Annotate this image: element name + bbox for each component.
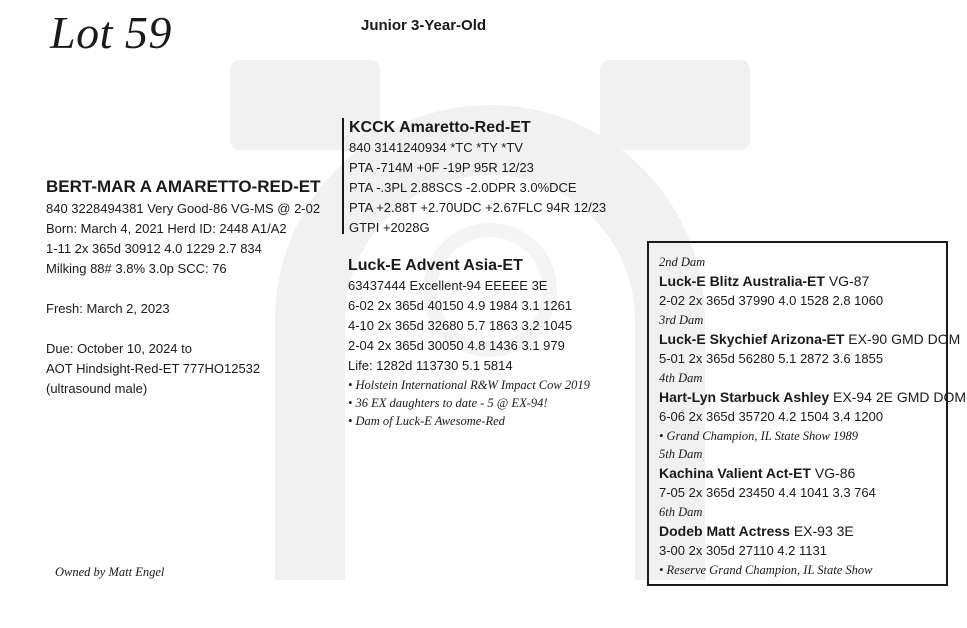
generation-label: 6th Dam <box>659 505 703 519</box>
animal-name: BERT-MAR A AMARETTO-RED-ET <box>46 177 321 196</box>
ancestor-name <box>659 387 967 407</box>
ancestor-classification: EX-93 3E <box>789 523 854 539</box>
dam-line: 6-02 2x 365d 40150 4.9 1984 3.1 1261 <box>348 298 573 313</box>
pedigree-entry <box>659 253 936 311</box>
ancestor-name <box>659 521 936 541</box>
dam-note: • 36 EX daughters to date - 5 @ EX-94! <box>348 396 548 410</box>
animal-record: 1-11 2x 365d 30912 4.0 1229 2.7 834 <box>46 241 262 256</box>
ancestor-name-text: Dodeb Matt Actress <box>659 523 790 539</box>
sire-line: 840 3141240934 *TC *TY *TV <box>349 140 523 155</box>
pedigree-entry <box>659 369 967 445</box>
ancestor-record: 2-02 2x 365d 37990 4.0 1528 2.8 1060 <box>659 293 884 308</box>
dam-line: 2-04 2x 365d 30050 4.8 1436 3.1 979 <box>348 338 565 353</box>
sire-line: PTA +2.88T +2.70UDC +2.67FLC 94R 12/23 <box>349 200 607 215</box>
sire-name: KCCK Amaretto-Red-ET <box>349 119 531 136</box>
ancestor-name-text: Hart-Lyn Starbuck Ashley <box>659 389 830 405</box>
dam-line: 63437444 Excellent-94 EEEEE 3E <box>348 278 548 293</box>
ancestor-name-text: Luck-E Skychief Arizona-ET <box>659 331 845 347</box>
ancestor-name <box>659 463 936 483</box>
dam-info <box>348 256 590 430</box>
animal-due-sire: AOT Hindsight-Red-ET 777HO12532 <box>46 361 261 376</box>
sire-line: GTPI +2028G <box>349 220 430 235</box>
ancestor-name <box>659 329 961 349</box>
animal-registration: 840 3228494381 Very Good-86 VG-MS @ 2-02 <box>46 201 321 216</box>
ancestor-name-text: Kachina Valient Act-ET <box>659 465 811 481</box>
pedigree-entry <box>659 311 961 369</box>
generation-label: 5th Dam <box>659 447 703 461</box>
dam-note: • Holstein International R&W Impact Cow 2019 <box>348 378 590 392</box>
dam-name: Luck-E Advent Asia-ET <box>348 257 523 274</box>
ancestor-record: 3-00 2x 305d 27110 4.2 1131 <box>659 543 827 558</box>
ancestor-record: 7-05 2x 365d 23450 4.4 1041 3.3 764 <box>659 485 876 500</box>
owner-note: Owned by Matt Engel <box>55 565 165 579</box>
generation-label: 3rd Dam <box>659 313 704 327</box>
sire-line: PTA -.3PL 2.88SCS -2.0DPR 3.0%DCE <box>349 180 577 195</box>
ancestor-classification: VG-87 <box>824 273 870 289</box>
ancestor-classification: EX-94 2E GMD DOM <box>829 389 967 405</box>
pedigree-box <box>647 241 967 586</box>
pedigree-entry <box>659 503 936 579</box>
sire-divider <box>342 118 344 234</box>
lot-number: Lot 59 <box>50 7 172 58</box>
ancestor-note: • Grand Champion, IL State Show 1989 <box>659 429 858 443</box>
ancestor-note: • Reserve Grand Champion, IL State Show <box>659 563 873 577</box>
generation-label: 4th Dam <box>659 371 703 385</box>
sire-info <box>349 118 606 238</box>
ancestor-name <box>659 271 936 291</box>
ancestor-classification: VG-86 <box>810 465 856 481</box>
pedigree-entry <box>659 445 936 503</box>
ancestor-classification: EX-90 GMD DOM <box>844 331 961 347</box>
generation-label: 2nd Dam <box>659 255 706 269</box>
animal-due-note: (ultrasound male) <box>46 381 148 396</box>
animal-birth: Born: March 4, 2021 Herd ID: 2448 A1/A2 <box>46 221 287 236</box>
animal-due: Due: October 10, 2024 to <box>46 341 192 356</box>
animal-fresh: Fresh: March 2, 2023 <box>46 301 170 316</box>
animal-milking: Milking 88# 3.8% 3.0p SCC: 76 <box>46 261 227 276</box>
class-label: Junior 3-Year-Old <box>361 17 487 34</box>
dam-note: • Dam of Luck-E Awesome-Red <box>348 414 505 428</box>
dam-line: Life: 1282d 113730 5.1 5814 <box>348 358 513 373</box>
animal-info <box>46 175 321 399</box>
ancestor-record: 6-06 2x 365d 35720 4.2 1504 3.4 1200 <box>659 409 884 424</box>
dam-line: 4-10 2x 365d 32680 5.7 1863 3.2 1045 <box>348 318 573 333</box>
sire-line: PTA -714M +0F -19P 95R 12/23 <box>349 160 534 175</box>
ancestor-record: 5-01 2x 365d 56280 5.1 2872 3.6 1855 <box>659 351 884 366</box>
ancestor-name-text: Luck-E Blitz Australia-ET <box>659 273 825 289</box>
